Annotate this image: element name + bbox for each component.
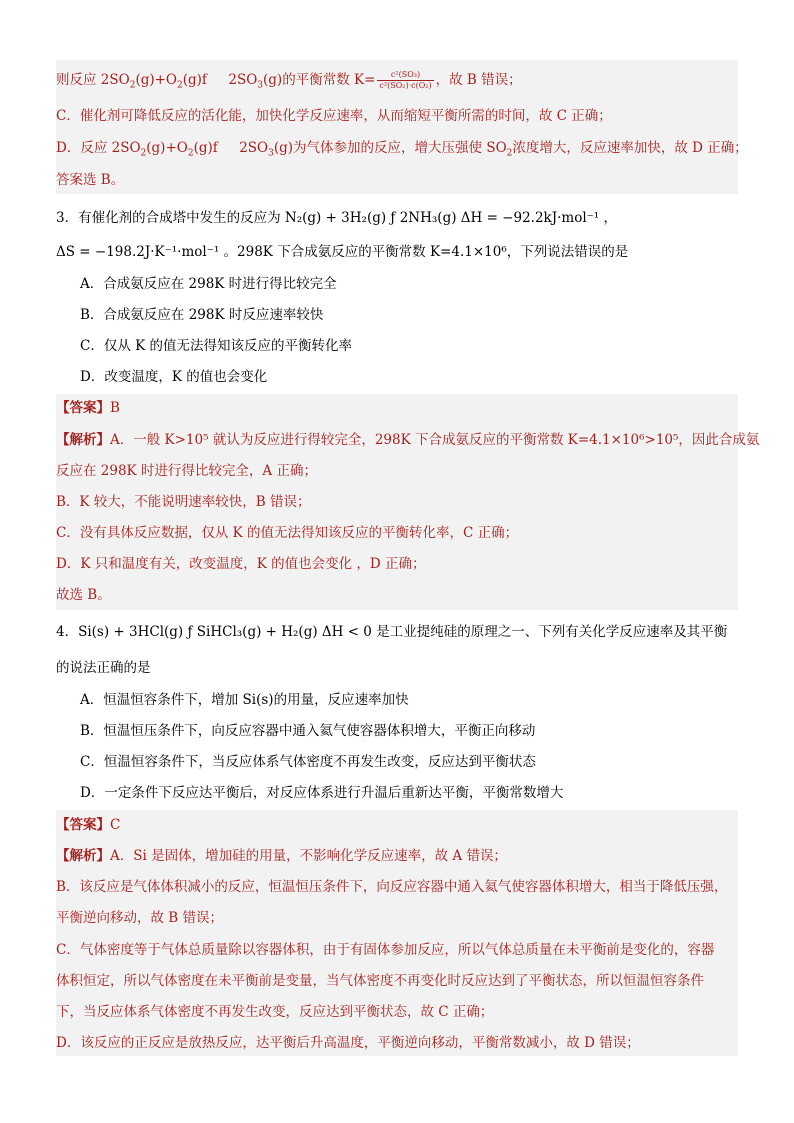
- q3-option-b: B．合成氨反应在 298K 时反应速率较快: [80, 307, 324, 323]
- q3-exp-a1: 【解析】A．一般 K>10⁵ 就认为反应进行得较完全，298K 下合成氨反应的平衡常数 K=4.1×10⁶>10⁵，因此合成氨: [56, 432, 760, 448]
- q4-exp-a: 【解析】A．Si 是固体，增加硅的用量，不影响化学反应速率，故 A 错误；: [56, 848, 507, 864]
- q2-exp-line-d: D．反应 $2SO_2(g)+O_2(g)f$ $2SO_3(g)$为气体参加的反应，增大压强使 $SO_2$浓度增大，反应速率加快，故 D 正确；: [56, 140, 748, 159]
- q3-option-d: D．改变温度，K 的值也会变化: [80, 369, 268, 385]
- q3-exp-d: D．K 只和温度有关，改变温度，K 的值也会变化 ，D 正确；: [56, 556, 426, 572]
- q2-exp-answer: 答案选 B。: [56, 172, 125, 188]
- q4-stem-line2: 的说法正确的是: [56, 660, 151, 676]
- q3-exp-a2: 反应在 298K 时进行得比较完全，A 正确；: [56, 463, 317, 479]
- q3-exp-end: 故选 B。: [56, 587, 111, 603]
- q3-exp-b: B．K 较大，不能说明速率较快，B 错误；: [56, 494, 311, 510]
- q3-stem-line1: 3．有催化剂的合成塔中发生的反应为 N₂(g) + 3H₂(g) ƒ 2NH₃(g) ΔH = −92.2kJ·mol⁻¹ ，: [56, 210, 618, 226]
- q3-answer: 【答案】B: [56, 400, 120, 416]
- q4-answer: 【答案】C: [56, 817, 121, 833]
- q2-exp-line-b: 则反应 $2SO_2(g)+O_2(g)f$ $2SO_3(g)$的平衡常数 K= $\frac{\text{c²(SO₃)}}{\text{c²(SO₂)·c(O₂)}}$ ，故 B 错误；: [56, 70, 522, 91]
- q3-option-a: A．合成氨反应在 298K 时进行得比较完全: [80, 276, 337, 292]
- q4-exp-b1: B．该反应是气体体积减小的反应，恒温恒压条件下，向反应容器中通入氦气使容器体积增大，相当于降低压强，: [56, 879, 728, 895]
- q3-option-c: C．仅从 K 的值无法得知该反应的平衡转化率: [80, 338, 352, 354]
- q2-exp-line-c: C．催化剂可降低反应的活化能，加快化学反应速率，从而缩短平衡所需的时间，故 C 正确；: [56, 108, 612, 124]
- q4-exp-b2: 平衡逆向移动，故 B 错误；: [56, 910, 224, 926]
- q4-exp-d: D．该反应的正反应是放热反应，达平衡后升高温度，平衡逆向移动，平衡常数减小，故 D 错误；: [56, 1035, 640, 1051]
- q4-option-c: C．恒温恒容条件下，当反应体系气体密度不再发生改变，反应达到平衡状态: [80, 754, 536, 770]
- q4-exp-c1: C．气体密度等于气体总质量除以容器体积，由于有固体参加反应，所以气体总质量在未平衡前是变化的，容器: [56, 942, 715, 958]
- q3-stem-line2: ΔS = −198.2J·K⁻¹·mol⁻¹ 。298K 下合成氨反应的平衡常数 K=4.1×10⁶，下列说法错误的是: [56, 244, 629, 260]
- q4-option-d: D．一定条件下反应达平衡后，对反应体系进行升温后重新达平衡，平衡常数增大: [80, 785, 564, 801]
- q4-stem-line1: 4．Si(s) + 3HCl(g) ƒ SiHCl₃(g) + H₂(g) ΔH < 0 是工业提纯硅的原理之一、下列有关化学反应速率及其平衡: [56, 624, 728, 640]
- q4-option-b: B．恒温恒压条件下，向反应容器中通入氦气使容器体积增大，平衡正向移动: [80, 723, 536, 739]
- q4-option-a: A．恒温恒容条件下，增加 Si(s)的用量，反应速率加快: [80, 692, 409, 708]
- k-expression-fraction: $\frac{\text{c²(SO₃)}}{\text{c²(SO₂)·c(O₂)}}$: [379, 70, 432, 90]
- q4-exp-c2: 体积恒定，所以气体密度在未平衡前是变量，当气体密度不再变化时反应达到了平衡状态，所以恒温恒容条件: [56, 973, 704, 989]
- q3-exp-c: C．没有具体反应数据，仅从 K 的值无法得知该反应的平衡转化率，C 正确；: [56, 525, 519, 541]
- q4-exp-c3: 下，当反应体系气体密度不再发生改变，反应达到平衡状态，故 C 正确；: [56, 1004, 494, 1020]
